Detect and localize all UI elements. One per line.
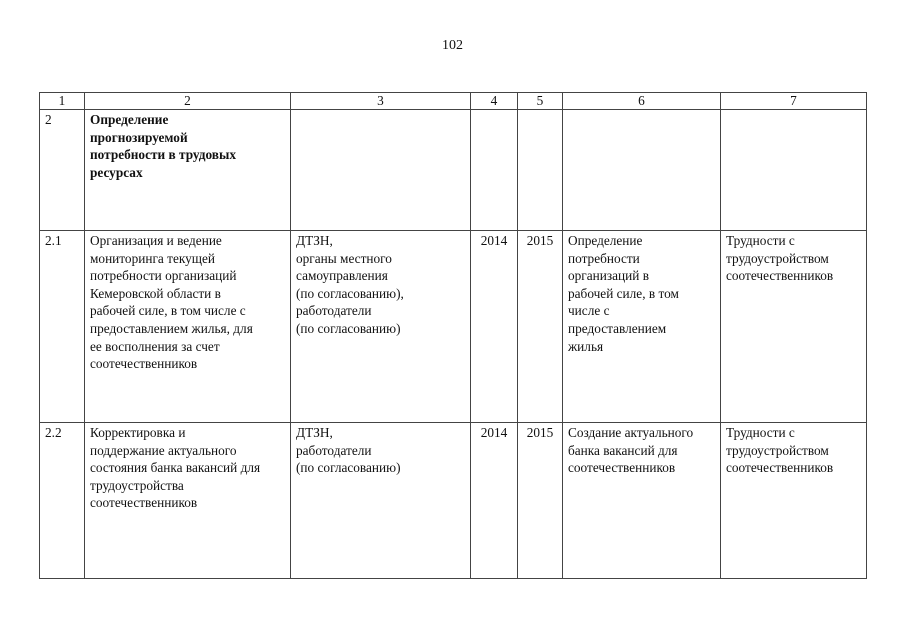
column-number: 5 [518, 93, 563, 110]
section-title: Определение прогнозируемой потребности в трудовых ресурсах [85, 110, 291, 231]
start-year-cell: 2014 [471, 423, 518, 579]
row-number: 2 [40, 110, 85, 231]
result-cell: Определение потребности организаций в рабочей силе, в том числе с предоставлением жилья [563, 231, 721, 423]
risks-cell: Трудности с трудоустройством соотечественников [721, 423, 867, 579]
executors-cell: ДТЗН, органы местного самоуправления (по согласованию), работодатели (по согласованию) [291, 231, 471, 423]
plan-table [39, 92, 867, 579]
column-number: 2 [85, 93, 291, 110]
result-cell [563, 110, 721, 231]
end-year-cell [518, 110, 563, 231]
risks-cell [721, 110, 867, 231]
executors-cell: ДТЗН, работодатели (по согласованию) [291, 423, 471, 579]
risks-cell: Трудности с трудоустройством соотечественников [721, 231, 867, 423]
activity-cell: Организация и ведение мониторинга текущей потребности организаций Кемеровской области в рабочей силе, в том числе с предоставлением жилья, для ее восполнения за счет соотечественников [85, 231, 291, 423]
column-number: 3 [291, 93, 471, 110]
table-row [40, 231, 867, 423]
result-cell: Создание актуального банка вакансий для соотечественников [563, 423, 721, 579]
column-number: 4 [471, 93, 518, 110]
executors-cell [291, 110, 471, 231]
column-number: 1 [40, 93, 85, 110]
table-row [40, 110, 867, 231]
row-number: 2.1 [40, 231, 85, 423]
page-number: 102 [442, 38, 463, 53]
column-number: 7 [721, 93, 867, 110]
column-number: 6 [563, 93, 721, 110]
row-number: 2.2 [40, 423, 85, 579]
table-row [40, 423, 867, 579]
table-header-row [40, 93, 867, 110]
activity-cell: Корректировка и поддержание актуального состояния банка вакансий для трудоустройства соотечественников [85, 423, 291, 579]
end-year-cell: 2015 [518, 231, 563, 423]
end-year-cell: 2015 [518, 423, 563, 579]
start-year-cell [471, 110, 518, 231]
start-year-cell: 2014 [471, 231, 518, 423]
